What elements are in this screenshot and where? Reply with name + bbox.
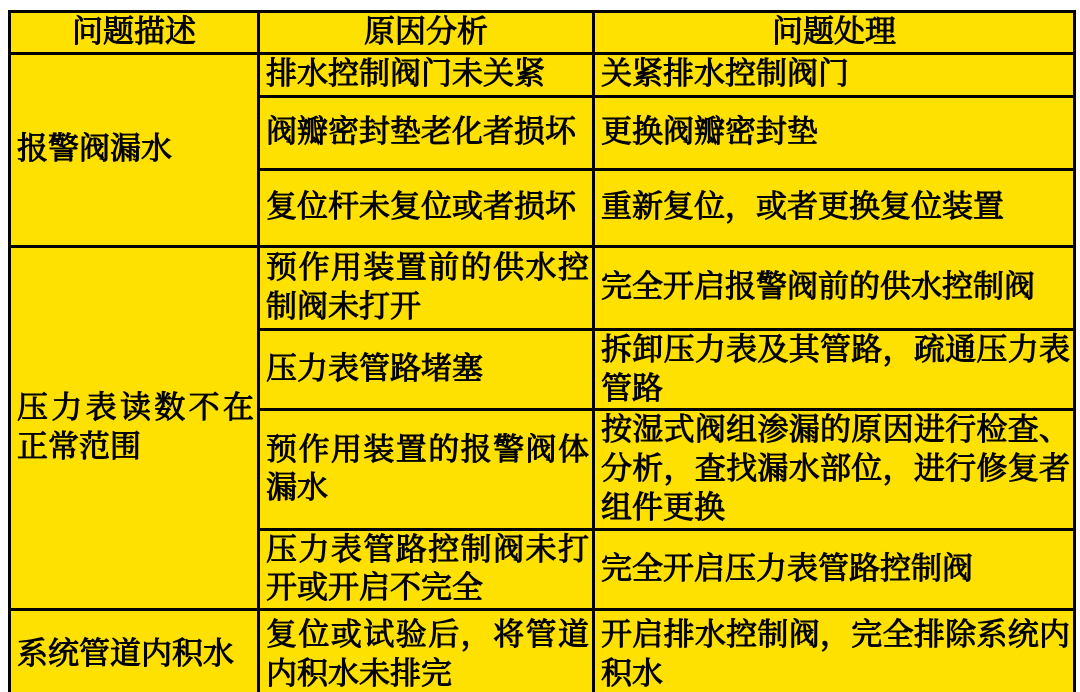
fault-diagnosis-table [8, 10, 1076, 692]
treatment-cell: 拆卸压力表及其管路，疏通压力表管路 [594, 329, 1075, 410]
cause-cell: 复位或试验后，将管道内积水未排完 [259, 610, 594, 692]
cause-cell: 复位杆未复位或者损坏 [259, 169, 594, 246]
problem-cell-alarm-valve-leak: 报警阀漏水 [10, 53, 259, 246]
table-row [10, 246, 1075, 329]
treatment-cell: 完全开启压力表管路控制阀 [594, 529, 1075, 610]
cause-cell: 压力表管路堵塞 [259, 329, 594, 410]
header-problem-description: 问题描述 [10, 12, 259, 54]
treatment-cell: 更换阀瓣密封垫 [594, 96, 1075, 169]
treatment-cell: 开启排水控制阀，完全排除系统内积水 [594, 610, 1075, 692]
problem-cell-pipe-water-accumulation: 系统管道内积水 [10, 610, 259, 692]
header-row [10, 12, 1075, 54]
cause-cell: 压力表管路控制阀未打开或开启不完全 [259, 529, 594, 610]
table-row [10, 53, 1075, 96]
cause-cell: 预作用装置的报警阀体漏水 [259, 410, 594, 529]
problem-cell-pressure-gauge-abnormal: 压力表读数不在正常范围 [10, 246, 259, 609]
cause-cell: 排水控制阀门未关紧 [259, 53, 594, 96]
header-cause-analysis: 原因分析 [259, 12, 594, 54]
cause-cell: 阀瓣密封垫老化者损坏 [259, 96, 594, 169]
treatment-cell: 按湿式阀组渗漏的原因进行检查、分析，查找漏水部位，进行修复者组件更换 [594, 410, 1075, 529]
treatment-cell: 重新复位，或者更换复位装置 [594, 169, 1075, 246]
treatment-cell: 关紧排水控制阀门 [594, 53, 1075, 96]
table-row [10, 610, 1075, 692]
cause-cell: 预作用装置前的供水控制阀未打开 [259, 246, 594, 329]
header-problem-treatment: 问题处理 [594, 12, 1075, 54]
treatment-cell: 完全开启报警阀前的供水控制阀 [594, 246, 1075, 329]
